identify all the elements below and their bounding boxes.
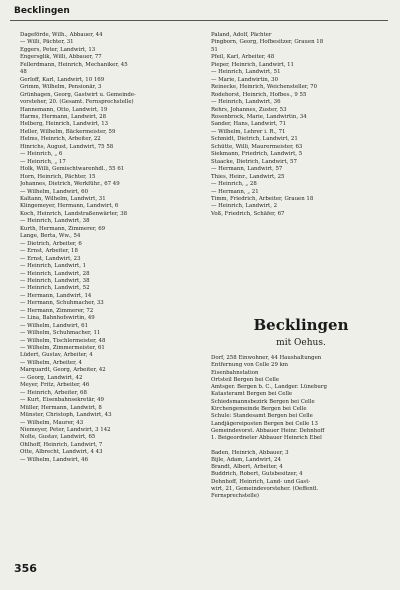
directory-entry: Rehrs, Johannes, Zuster, 53 [211, 106, 287, 113]
directory-entry: Klingemeyer, Hermann, Landwirt, 6 [20, 203, 119, 210]
directory-entry: Harms, Hermann, Landwirt, 28 [20, 113, 107, 120]
directory-entry: Münster, Christoph, Landwirt, 43 [20, 412, 112, 419]
directory-entry: — Wilhelm, Arbeiter, 4 [20, 359, 82, 366]
directory-entry: — Heinrich, Landwirt, 1 [20, 263, 87, 270]
directory-entry: 48 [20, 69, 27, 76]
directory-entry: Lüdert, Gustav, Arbeiter, 4 [20, 352, 93, 359]
directory-entry: Ortsteil Bergen bei Celle [211, 376, 280, 383]
directory-entry: — Hermann, Landwirt, 14 [20, 292, 92, 299]
directory-entry: Schmidt, Dietrich, Landwirt, 21 [211, 136, 298, 143]
directory-entry: — Heinrich, Landwirt, 52 [20, 285, 90, 292]
directory-entry: Gemeindevorst. Abbauer Heinr. Dehnhoff [211, 427, 325, 434]
directory-entry: — Heinrich, Landwirt, 51 [211, 69, 281, 76]
right-column-top [211, 32, 393, 218]
directory-entry: Müller, Hermann, Landwirt, 8 [20, 404, 102, 411]
directory-entry: Baden, Heinrich, Abbauer, 3 [211, 449, 289, 456]
directory-entry: wirt, 21, Gemeindevorsteher. (Oeffentl. [211, 486, 319, 493]
directory-entry: — Heinrich, Arbeiter, 68 [20, 389, 87, 396]
directory-entry: Fellerdmann, Heinrich, Mechaniker, 45 [20, 61, 128, 68]
directory-entry: Schütte, Willi, Maurermeister, 63 [211, 143, 303, 150]
directory-entry: Holk, Willi, Gemischtwarenhdl., 55 61 [20, 166, 125, 173]
directory-entry: Otte, Albrecht, Landwirt, 4 43 [20, 449, 103, 456]
directory-entry: — Lina, Bahnhofswirtin, 49 [20, 315, 95, 322]
directory-entry: Sander, Hans, Landwirt, 71 [211, 121, 287, 128]
directory-entry: Johannes, Dietrich, Werkführ., 67 49 [20, 181, 120, 188]
directory-entry: Katasteramt Bergen bei Celle [211, 391, 293, 398]
directory-entry: Rosenbrock, Marie, Landwirtin, 34 [211, 113, 307, 120]
directory-entry: — Hermann, „ 21 [211, 188, 259, 195]
directory-entry: Nolte, Gustav, Landwirt, 65 [20, 434, 96, 441]
directory-entry: — Georg, Landwirt, 42 [20, 374, 83, 381]
directory-entry: 51 [211, 46, 218, 53]
directory-entry: Kurth, Hermann, Zimmerer, 69 [20, 225, 106, 232]
directory-entry: Hannemann, Otto, Landwirt, 19 [20, 106, 108, 113]
directory-entry: — Heinrich, Landwirt, 28 [20, 270, 90, 277]
directory-entry: Staacke, Dietrich, Landwirt, 57 [211, 158, 297, 165]
directory-entry: — Wilhelm, Maurer, 43 [20, 419, 84, 426]
directory-entry: Meyer, Fritz, Arbeiter, 46 [20, 382, 90, 389]
directory-entry: Schule: Standesamt Bergen bei Celle [211, 413, 313, 420]
directory-entry: Ohlhoff, Heinrich, Landwirt, 7 [20, 441, 103, 448]
directory-entry: Hinrichs, August, Landwirt, 75 58 [20, 143, 114, 150]
directory-entry: — Kurt, Eisenbahnsekretär, 49 [20, 397, 104, 404]
directory-entry: Siekmann, Friedrich, Landwirt, 5 [211, 151, 303, 158]
directory-entry: Horn, Heinrich, Pächter, 15 [20, 173, 96, 180]
directory-entry: — Heinrich, Landwirt, 2 [211, 203, 278, 210]
directory-entry: Marquardt, Georg, Arbeiter, 42 [20, 367, 106, 374]
directory-entry: — Wilhelm, Landwirt, 61 [20, 322, 89, 329]
directory-entry: Pfeil, Karl, Arbeiter, 48 [211, 54, 275, 61]
directory-entry: Dehnhoff, Heinrich, Land- und Gast- [211, 478, 311, 485]
directory-entry: — Heinrich, „ 17 [20, 158, 66, 165]
section-subtitle: mit Oehus. [276, 338, 326, 348]
directory-entry: Eisenbahnstation [211, 369, 259, 376]
directory-entry: — Wilhelm, Schuhmacher, 11 [20, 330, 101, 337]
directory-entry: Gerloff, Karl, Landwirt, 10 169 [20, 76, 105, 83]
header-rule [10, 20, 388, 21]
directory-entry: Voß, Friedrich, Schäfer, 67 [211, 210, 285, 217]
directory-entry: Landjägereiposten Bergen bei Celle 13 [211, 420, 318, 427]
directory-entry: Rodehorst, Heinrich, Hofbes., 9 55 [211, 91, 307, 98]
directory-entry: Thies, Heinr., Landwirt, 25 [211, 173, 285, 180]
directory-entry: — Willi, Pächter, 31 [20, 39, 74, 46]
directory-entry: Dorf, 258 Einwohner, 44 Haushaltungen [211, 355, 322, 361]
directory-entry: Amtsger. Bergen b. C., Landger. Lüneburg [211, 384, 327, 391]
directory-entry: Heller, Wilhelm, Bäckermeister, 59 [20, 128, 116, 135]
directory-entry: Grimm, Wilhelm, Pensionär, 3 [20, 84, 102, 91]
directory-entry: Grünhagen, Georg, Gastwirt u. Gemeinde- [20, 91, 136, 98]
directory-entry: Pingborn, Georg, Hofbesitzer, Grauen 18 [211, 39, 324, 46]
right-column-bottom [211, 355, 393, 501]
directory-entry: — Ernst, Landwirt, 23 [20, 255, 81, 262]
directory-entry: Helberg, Heinrich, Landwirt, 13 [20, 121, 109, 128]
directory-entry: Pieper, Heinrich, Landwirt, 11 [211, 61, 294, 68]
directory-entry: Timm, Friedrich, Arbeiter, Grauen 18 [211, 195, 314, 202]
directory-entry: Koch, Heinrich, Landstraßenwärter, 38 [20, 210, 128, 217]
directory-entry: — Heinrich, „ 6 [20, 151, 63, 158]
directory-entry: 1. Beigeordneter Abbauer Heinrich Ebel [211, 435, 322, 442]
left-column [20, 32, 198, 464]
directory-entry: — Heinrich, Landwirt, 38 [20, 277, 90, 284]
directory-entry: Lange, Berta, Ww., 54 [20, 233, 81, 240]
directory-entry: — Hermann, Landwirt, 57 [211, 166, 283, 173]
directory-entry: — Heinrich, „ 28 [211, 181, 257, 188]
directory-entry: Helms, Heinrich, Arbeiter, 22 [20, 136, 101, 143]
directory-entry: Schiedsmannsbezirk Bergen bei Celle [211, 398, 315, 405]
directory-entry: — Dietrich, Arbeiter, 6 [20, 240, 82, 247]
directory-entry: — Wilhelm, Zimmermeister, 61 [20, 345, 105, 352]
directory-entry: Kaltann, Wilhelm, Landwirt, 31 [20, 195, 106, 202]
directory-entry: — Wilhelm, Lehrer i. R., 71 [211, 128, 286, 135]
section-title: Becklingen [253, 316, 349, 334]
directory-entry: — Hermann, Schuhmacher, 33 [20, 300, 104, 307]
directory-entry: Paland, Adolf, Pächter [211, 32, 272, 38]
directory-entry: Buddrich, Robert, Gutsbesitzer, 4 [211, 471, 303, 478]
directory-entry: Entfernung von Celle 29 km [211, 362, 289, 369]
directory-entry: — Heinrich, Landwirt, 38 [20, 218, 90, 225]
page-number: 356 [14, 562, 37, 575]
directory-entry: Bijle, Adam, Landwirt, 24 [211, 456, 281, 463]
directory-entry: — Marie, Landwirtin, 30 [211, 76, 279, 83]
directory-entry: — Heinrich, Landwirt, 36 [211, 99, 281, 106]
directory-entry: Niemeyer, Peter, Landwirt, 3 142 [20, 427, 111, 434]
running-head: Becklingen [14, 6, 70, 16]
directory-entry: Engersglik, Willi, Abbauer, 77 [20, 54, 102, 61]
directory-entry: — Wilhelm, Tischlermeister, 48 [20, 337, 106, 344]
directory-entry: Eggers, Peter, Landwirt, 13 [20, 46, 96, 53]
directory-entry: — Hermann, Zimmerer, 72 [20, 307, 94, 314]
directory-entry: Brandt, Albert, Arbeiter, 4 [211, 464, 283, 471]
directory-entry: — Wilhelm, Landwirt, 46 [20, 456, 89, 463]
directory-entry: Dageförde, Wilh., Abbauer, 44 [20, 32, 103, 38]
directory-entry: Fernsprechstelle) [211, 493, 260, 500]
directory-entry: — Ernst, Arbeiter, 18 [20, 248, 78, 255]
directory-entry: Reinecke, Heinrich, Weichensteller, 70 [211, 84, 318, 91]
directory-entry: Kirchengemeinde Bergen bei Celle [211, 406, 307, 413]
directory-entry [211, 443, 393, 450]
directory-entry: vorsteher, 20. (Gesamt. Fernsprechstelle) [20, 99, 134, 106]
directory-entry: — Wilhelm, Landwirt, 60 [20, 188, 89, 195]
